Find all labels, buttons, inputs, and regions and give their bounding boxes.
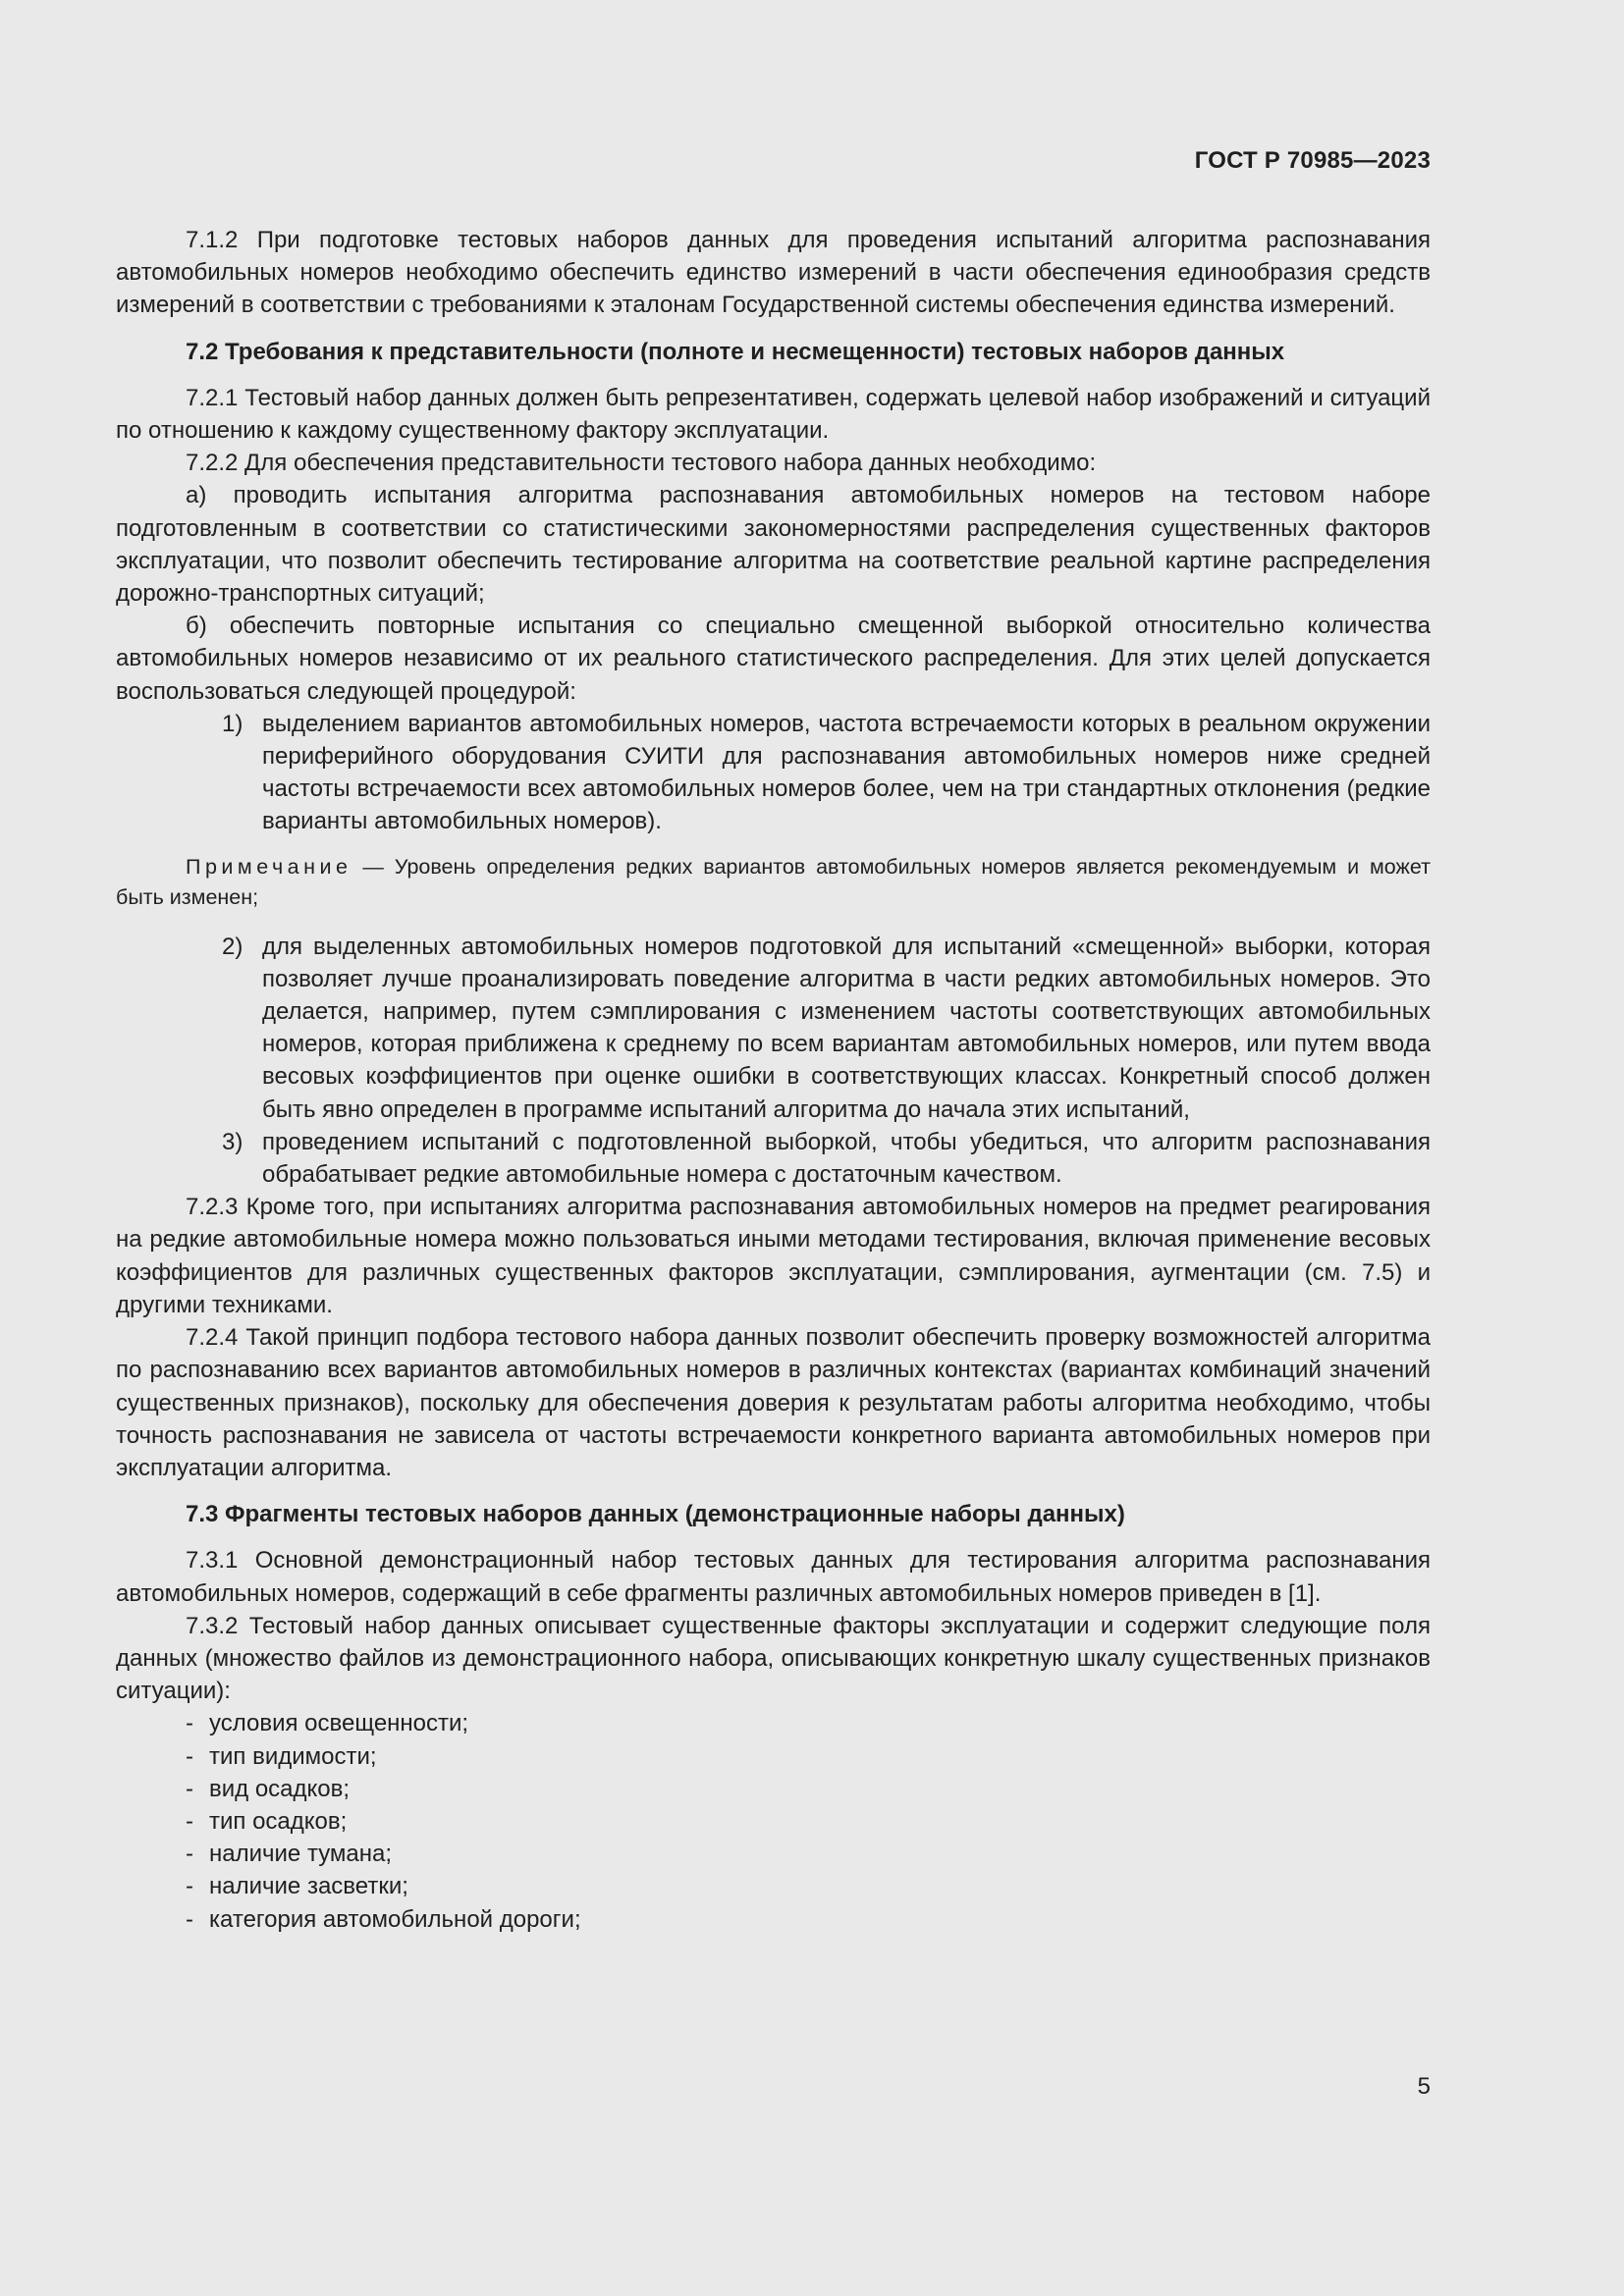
dash-bullet: - xyxy=(186,1841,193,1868)
list-item xyxy=(116,1740,1431,1773)
list-item-text: тип видимости; xyxy=(209,1742,377,1770)
item-text: проведением испытаний с подготовленной выборкой, чтобы убедиться, что алгоритм распознавания обрабатывает редкие автомобильные номера с достаточным качеством. xyxy=(262,1128,1431,1189)
paragraph-item-b: б) обеспечить повторные испытания со специально смещенной выборкой относительно количества автомобильных номеров независимо от их реального статистического распределения. Для этих целей допускается воспользоваться следующей процедурой: xyxy=(116,613,1431,705)
list-item xyxy=(116,1805,1431,1838)
item-text: для выделенных автомобильных номеров подготовкой для испытаний «смещенной» выборки, которая позволяет лучше проанализировать поведение алгоритма в части редких автомобильных номеров. Это делается, например, путем сэмплирования с изменением частоты соответствующих автомобильных номеров, которая приближена к среднему по всем вариантам автомобильных номеров, или путем ввода весовых коэффициентов при оценке ошибки в соответствующих классах. Конкретный способ должен быть явно определен в программе испытаний алгоритма до начала этих испытаний, xyxy=(262,933,1431,1123)
dash-bullet: - xyxy=(186,1873,193,1900)
note-paragraph xyxy=(116,852,1431,913)
paragraph-item-a: а) проводить испытания алгоритма распознавания автомобильных номеров на тестовом наборе подготовленным в соответствии со статистическими закономерностями распределения существенных факторов эксплуатации, что позволит обеспечить тестирование алгоритма на соответствие реальной картине распределения дорожно-транспортных ситуаций; xyxy=(116,482,1431,608)
list-item xyxy=(116,1903,1431,1936)
paragraph-7-2-3: 7.2.3 Кроме того, при испытаниях алгоритма распознавания автомобильных номеров на предмет реагирования на редкие автомобильные номера можно пользоваться иными методами тестирования, включая применение весовых коэффициентов для различных существенных факторов эксплуатации, сэмплирования, аугментации (см. 7.5) и другими техниками. xyxy=(116,1194,1431,1318)
paragraph-7-2-1: 7.2.1 Тестовый набор данных должен быть репрезентативен, содержать целевой набор изображений и ситуаций по отношению к каждому существенному фактору эксплуатации. xyxy=(116,384,1431,445)
paragraph-7-3-1: 7.3.1 Основной демонстрационный набор тестовых данных для тестирования алгоритма распознавания автомобильных номеров, содержащий в себе фрагменты различных автомобильных номеров приведен в [1]. xyxy=(116,1547,1431,1607)
numbered-item-2 xyxy=(116,931,1431,1126)
numbered-item-1 xyxy=(116,708,1431,838)
standard-designation: ГОСТ Р 70985—2023 xyxy=(1194,147,1431,174)
note-label: Примечание xyxy=(186,854,352,879)
paragraph-7-1-2: 7.1.2 При подготовке тестовых наборов данных для проведения испытаний алгоритма распознавания автомобильных номеров необходимо обеспечить единство измерений в части обеспечения единообразия средств измерений в соответствии с требованиями к эталонам Государственной системы обеспечения единства измерений. xyxy=(116,227,1431,319)
item-number: 1) xyxy=(222,710,244,737)
dash-bullet: - xyxy=(186,1742,193,1770)
list-item xyxy=(116,1838,1431,1870)
list-item-text: наличие засветки; xyxy=(209,1873,408,1900)
dash-bullet: - xyxy=(186,1710,193,1737)
paragraph-7-2-4: 7.2.4 Такой принцип подбора тестового набора данных позволит обеспечить проверку возможностей алгоритма по распознаванию всех вариантов автомобильных номеров в различных контекстах (вариантах комбинаций значений существенных признаков), поскольку для обеспечения доверия к результатам работы алгоритма необходимо, чтобы точность распознавания не зависела от частоты встречаемости конкретного варианта автомобильных номеров при эксплуатации алгоритма. xyxy=(116,1324,1431,1481)
document-body xyxy=(116,224,1431,1936)
note-text: — Уровень определения редких вариантов автомобильных номеров является рекомендуемым и может быть изменен; xyxy=(116,854,1431,909)
list-item xyxy=(116,1707,1431,1739)
list-item-text: наличие тумана; xyxy=(209,1841,393,1868)
item-number: 2) xyxy=(222,933,244,960)
list-item-text: категория автомобильной дороги; xyxy=(209,1905,581,1933)
factor-list xyxy=(116,1707,1431,1935)
dash-bullet: - xyxy=(186,1905,193,1933)
dash-bullet: - xyxy=(186,1775,193,1802)
list-item-text: тип осадков; xyxy=(209,1807,348,1835)
paragraph-7-2-2: 7.2.2 Для обеспечения представительности тестового набора данных необходимо: xyxy=(186,450,1097,477)
section-heading-7-2: 7.2 Требования к представительности (полноте и несмещенности) тестовых наборов данных xyxy=(186,338,1285,365)
numbered-item-3 xyxy=(116,1126,1431,1191)
document-page xyxy=(116,0,1431,2296)
list-item xyxy=(116,1870,1431,1902)
page-number: 5 xyxy=(1417,2073,1431,2100)
item-number: 3) xyxy=(222,1128,244,1155)
list-item-text: условия освещенности; xyxy=(209,1710,469,1737)
paragraph-7-3-2: 7.3.2 Тестовый набор данных описывает существенные факторы эксплуатации и содержит следующие поля данных (множество файлов из демонстрационного набора, описывающих конкретную шкалу существенных признаков ситуации): xyxy=(116,1612,1431,1705)
item-text: выделением вариантов автомобильных номеров, частота встречаемости которых в реальном окружении периферийного оборудования СУИТИ для распознавания автомобильных номеров ниже средней частоты встречаемости всех автомобильных номеров более, чем на три стандартных отклонения (редкие варианты автомобильных номеров). xyxy=(262,710,1431,835)
list-item xyxy=(116,1773,1431,1805)
dash-bullet: - xyxy=(186,1807,193,1835)
list-item-text: вид осадков; xyxy=(209,1775,351,1802)
section-heading-7-3: 7.3 Фрагменты тестовых наборов данных (демонстрационные наборы данных) xyxy=(186,1501,1125,1528)
